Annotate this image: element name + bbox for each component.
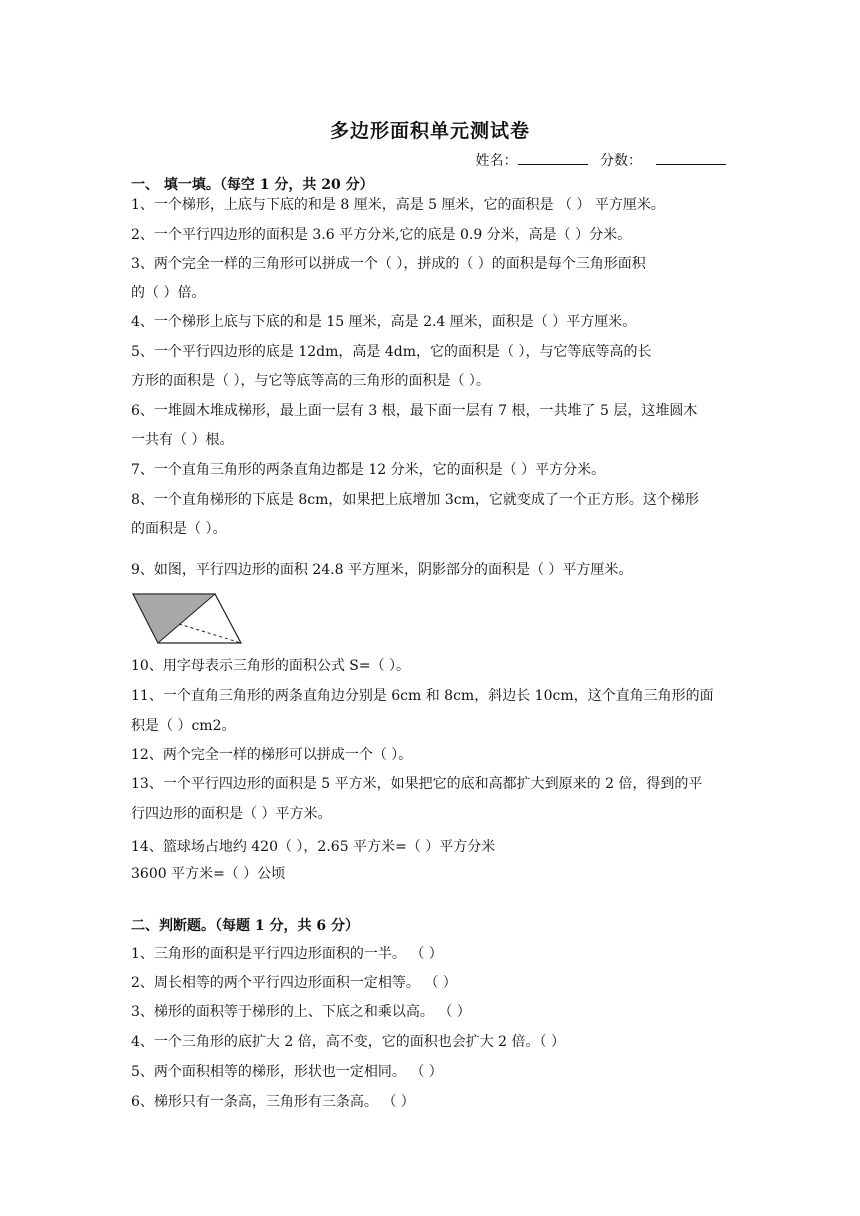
section-1-heading: 一、 填一填。（每空 1 分，共 20 分） — [131, 177, 374, 193]
question-line: 1、一个梯形，上底与下底的和是 8 厘米，高是 5 厘米，它的面积是 （ ） 平方厘米。 — [131, 197, 665, 213]
question-line: 方形的面积是（ ），与它等底等高的三角形的面积是（ ）。 — [131, 373, 490, 389]
question-line: 的面积是（ ）。 — [131, 521, 227, 537]
score-label: 分数： — [600, 153, 642, 169]
question-line: 9、如图，平行四边形的面积 24.8 平方厘米，阴影部分的面积是（ ）平方厘米。 — [131, 562, 633, 578]
section-2-heading: 二、判断题。（每题 1 分，共 6 分） — [131, 918, 359, 934]
question-line: 12、两个完全一样的梯形可以拼成一个（ ）。 — [131, 747, 413, 763]
name-score-line — [476, 150, 726, 170]
judge-line: 2、周长相等的两个平行四边形面积一定相等。 （ ） — [131, 975, 457, 991]
page-title: 多边形面积单元测试卷 — [329, 120, 530, 142]
judge-line: 3、梯形的面积等于梯形的上、下底之和乘以高。 （ ） — [131, 1004, 471, 1020]
question-line: 一共有（ ）根。 — [131, 432, 234, 448]
question-line: 3、两个完全一样的三角形可以拼成一个（ ），拼成的（ ）的面积是每个三角形面积 — [131, 256, 646, 272]
judge-line: 1、三角形的面积是平行四边形面积的一半。 （ ） — [131, 946, 443, 962]
judge-line: 4、一个三角形的底扩大 2 倍，高不变，它的面积也会扩大 2 倍。（ ） — [131, 1034, 565, 1050]
judge-line: 5、两个面积相等的梯形，形状也一定相同。 （ ） — [131, 1064, 443, 1080]
name-blank[interactable] — [518, 152, 588, 165]
question-line: 3600 平方米=（ ）公顷 — [131, 866, 286, 882]
question-line: 6、一堆圆木堆成梯形，最上面一层有 3 根，最下面一层有 7 根，一共堆了 5 层，这堆圆木 — [131, 403, 698, 419]
question-line: 7、一个直角三角形的两条直角边都是 12 分米，它的面积是（ ）平方分米。 — [131, 462, 606, 478]
question-line: 积是（ ）cm2。 — [131, 718, 236, 734]
question-line: 行四边形的面积是（ ）平方米。 — [131, 806, 332, 822]
question-line: 2、一个平行四边形的面积是 3.6 平方分米,它的底是 0.9 分米，高是（ ）分米。 — [131, 227, 632, 243]
judge-line: 6、梯形只有一条高，三角形有三条高。 （ ） — [131, 1094, 415, 1110]
name-label: 姓名： — [475, 153, 518, 169]
question-line: 4、一个梯形上底与下底的和是 15 厘米，高是 2.4 厘米，面积是（ ）平方厘米。 — [131, 314, 637, 330]
score-blank[interactable] — [656, 152, 726, 165]
parallelogram-figure — [131, 592, 243, 646]
question-line: 8、一个直角梯形的下底是 8cm，如果把上底增加 3cm，它就变成了一个正方形。这个梯形 — [131, 492, 699, 508]
question-line: 5、一个平行四边形的底是 12dm，高是 4dm，它的面积是（ ），与它等底等高的长 — [131, 344, 652, 360]
question-line: 11、一个直角三角形的两条直角边分别是 6cm 和 8cm，斜边长 10cm，这个直角三角形的面 — [131, 688, 714, 704]
question-line: 的（ ）倍。 — [131, 285, 206, 301]
question-line: 13、一个平行四边形的面积是 5 平方米，如果把它的底和高都扩大到原来的 2 倍，得到的平 — [131, 776, 703, 792]
question-line: 10、用字母表示三角形的面积公式 S=（ ）。 — [131, 658, 411, 674]
question-line: 14、篮球场占地约 420（ ），2.65 平方米=（ ）平方分米 — [131, 839, 496, 855]
